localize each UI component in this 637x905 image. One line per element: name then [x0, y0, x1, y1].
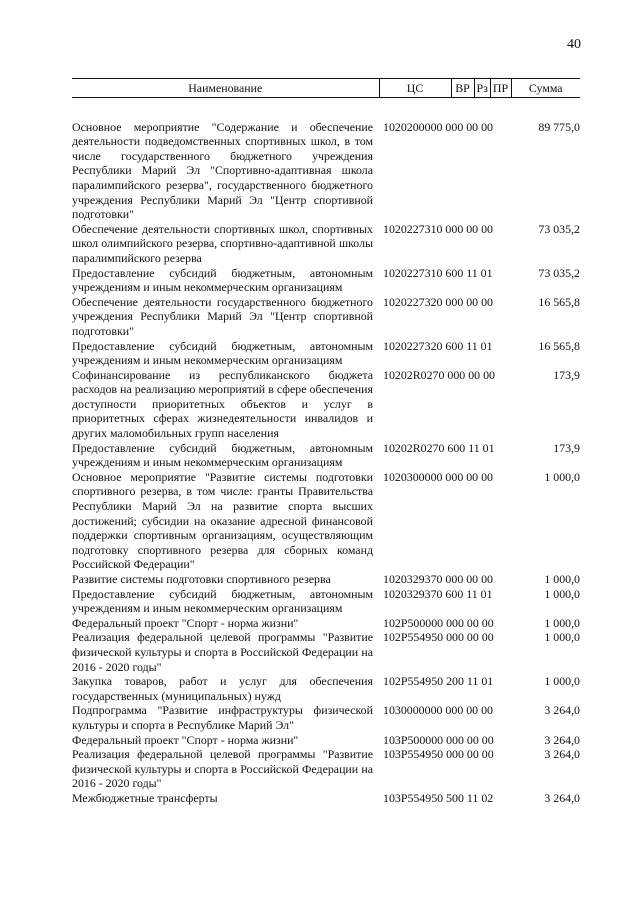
- row-name: Предоставление субсидий бюджетным, автономным учреждениям и иным некоммерческим организациям: [72, 586, 373, 616]
- table-row: [72, 295, 580, 339]
- row-code: 1020227310 000 00 00: [383, 221, 493, 236]
- row-sum: 89 775,0: [538, 119, 580, 134]
- row-sum: 73 035,2: [538, 265, 580, 280]
- row-name: Межбюджетные трансферты: [72, 790, 218, 805]
- row-name: Федеральный проект "Спорт - норма жизни": [72, 615, 299, 630]
- row-code: 103P554950 500 11 02: [383, 790, 494, 805]
- row-name: Предоставление субсидий бюджетным, автономным учреждениям и иным некоммерческим организациям: [72, 265, 373, 295]
- row-name: Обеспечение деятельности спортивных школ, спортивных школ олимпийского резерва, спортивно-адаптивной школы паралимпийского резерва: [72, 221, 373, 265]
- row-sum: 16 565,8: [538, 338, 580, 353]
- row-code: 1020227310 600 11 01: [383, 265, 493, 280]
- row-code: 10202R0270 000 00 00: [383, 367, 495, 382]
- row-name: Реализация федеральной целевой программы "Развитие физической культуры и спорта в Российской Федерации на 2016 - 2020 годы": [72, 747, 373, 791]
- table-row: [72, 470, 580, 572]
- row-sum: 1 000,0: [544, 674, 580, 689]
- row-sum: 173,9: [553, 440, 580, 455]
- row-name: Обеспечение деятельности государственного бюджетного учреждения Республики Марий Эл "Центр спортивной подготовки": [72, 294, 373, 338]
- row-sum: 1 000,0: [544, 469, 580, 484]
- row-code: 1020227320 600 11 01: [383, 338, 493, 353]
- row-name: Развитие системы подготовки спортивного резерва: [72, 572, 331, 586]
- row-name: Основное мероприятие "Развитие системы подготовки спортивного резерва, в том числе: гранты Правительства Республики Марий Эл на развитие спорта высших достижений; субсидии на оказание адресной финансовой поддержки спортивным организациям, осуществляющим подготовку спортивного резерва для сборных команд Российской Федерации": [72, 469, 373, 572]
- table-row: [72, 587, 580, 616]
- table-row: [72, 368, 580, 441]
- table-row: [72, 674, 580, 703]
- row-name: Софинансирование из республиканского бюджета расходов на реализацию мероприятий в сфере обеспечения доступности приоритетных объектов и услуг в приоритетных сферах жизнедеятельности инвалидов и других маломобильных групп населения: [72, 367, 373, 441]
- row-code: 10202R0270 600 11 01: [383, 440, 495, 455]
- row-name: Основное мероприятие "Содержание и обеспечение деятельности подведомственных спортивных школ, в том числе государственного бюджетного учреждения Республики Марий Эл "Спортивно-адаптивная школа паралимпийского резерва", государственного бюджетного учреждения Республики Марий Эл "Центр спортивной подготовки": [72, 119, 373, 222]
- row-code: 102P554950 000 00 00: [383, 630, 494, 645]
- budget-table: [72, 78, 580, 806]
- header-vr: ВР: [451, 79, 474, 98]
- page-number: 40: [567, 37, 581, 52]
- row-name: Предоставление субсидий бюджетным, автономным учреждениям и иным некоммерческим организациям: [72, 338, 373, 368]
- table-header-row: [72, 79, 580, 98]
- row-name: Реализация федеральной целевой программы "Развитие физической культуры и спорта в Российской Федерации на 2016 - 2020 годы": [72, 630, 373, 674]
- table-row: [72, 630, 580, 674]
- header-cs: ЦС: [379, 79, 451, 98]
- table-row: [72, 441, 580, 470]
- row-name: Предоставление субсидий бюджетным, автономным учреждениям и иным некоммерческим организациям: [72, 440, 373, 470]
- row-sum: 1 000,0: [544, 630, 580, 645]
- table-row: [72, 703, 580, 732]
- row-sum: 3 264,0: [544, 747, 580, 762]
- table-row: [72, 733, 580, 748]
- row-sum: 3 264,0: [544, 703, 580, 718]
- table-row: [72, 97, 580, 222]
- header-sum: Сумма: [511, 79, 580, 98]
- row-name: Закупка товаров, работ и услуг для обеспечения государственных (муниципальных) нужд: [72, 674, 373, 703]
- table-row: [72, 747, 580, 791]
- row-code: 102P500000 000 00 00: [383, 615, 494, 630]
- row-sum: 1 000,0: [544, 586, 580, 601]
- header-name: Наименование: [72, 79, 379, 98]
- header-pr: ПР: [490, 79, 511, 98]
- row-name: Федеральный проект "Спорт - норма жизни": [72, 732, 299, 747]
- row-code: 102P554950 200 11 01: [383, 674, 494, 689]
- row-code: 1020300000 000 00 00: [383, 469, 493, 484]
- row-code: 1020227320 000 00 00: [383, 294, 493, 309]
- table-row: [72, 616, 580, 631]
- table-row: [72, 572, 580, 587]
- row-sum: 1 000,0: [544, 615, 580, 630]
- row-sum: 16 565,8: [538, 294, 580, 309]
- row-sum: 3 264,0: [544, 790, 580, 805]
- row-code: 103P554950 000 00 00: [383, 747, 494, 762]
- table-row: [72, 266, 580, 295]
- row-name: Подпрограмма "Развитие инфраструктуры физической культуры и спорта в Республике Марий Эл": [72, 703, 373, 732]
- row-sum: 3 264,0: [544, 732, 580, 747]
- row-sum: 73 035,2: [538, 221, 580, 236]
- row-code: 1030000000 000 00 00: [383, 703, 493, 718]
- row-code: 1020329370 600 11 01: [383, 586, 493, 601]
- table-row: [72, 339, 580, 368]
- header-rz: Рз: [474, 79, 490, 98]
- table-row: [72, 222, 580, 266]
- row-sum: 1 000,0: [544, 572, 580, 586]
- row-code: 1020329370 000 00 00: [383, 572, 493, 586]
- row-code: 103P500000 000 00 00: [383, 732, 494, 747]
- table-row: [72, 791, 580, 806]
- row-sum: 173,9: [553, 367, 580, 382]
- row-code: 1020200000 000 00 00: [383, 119, 493, 134]
